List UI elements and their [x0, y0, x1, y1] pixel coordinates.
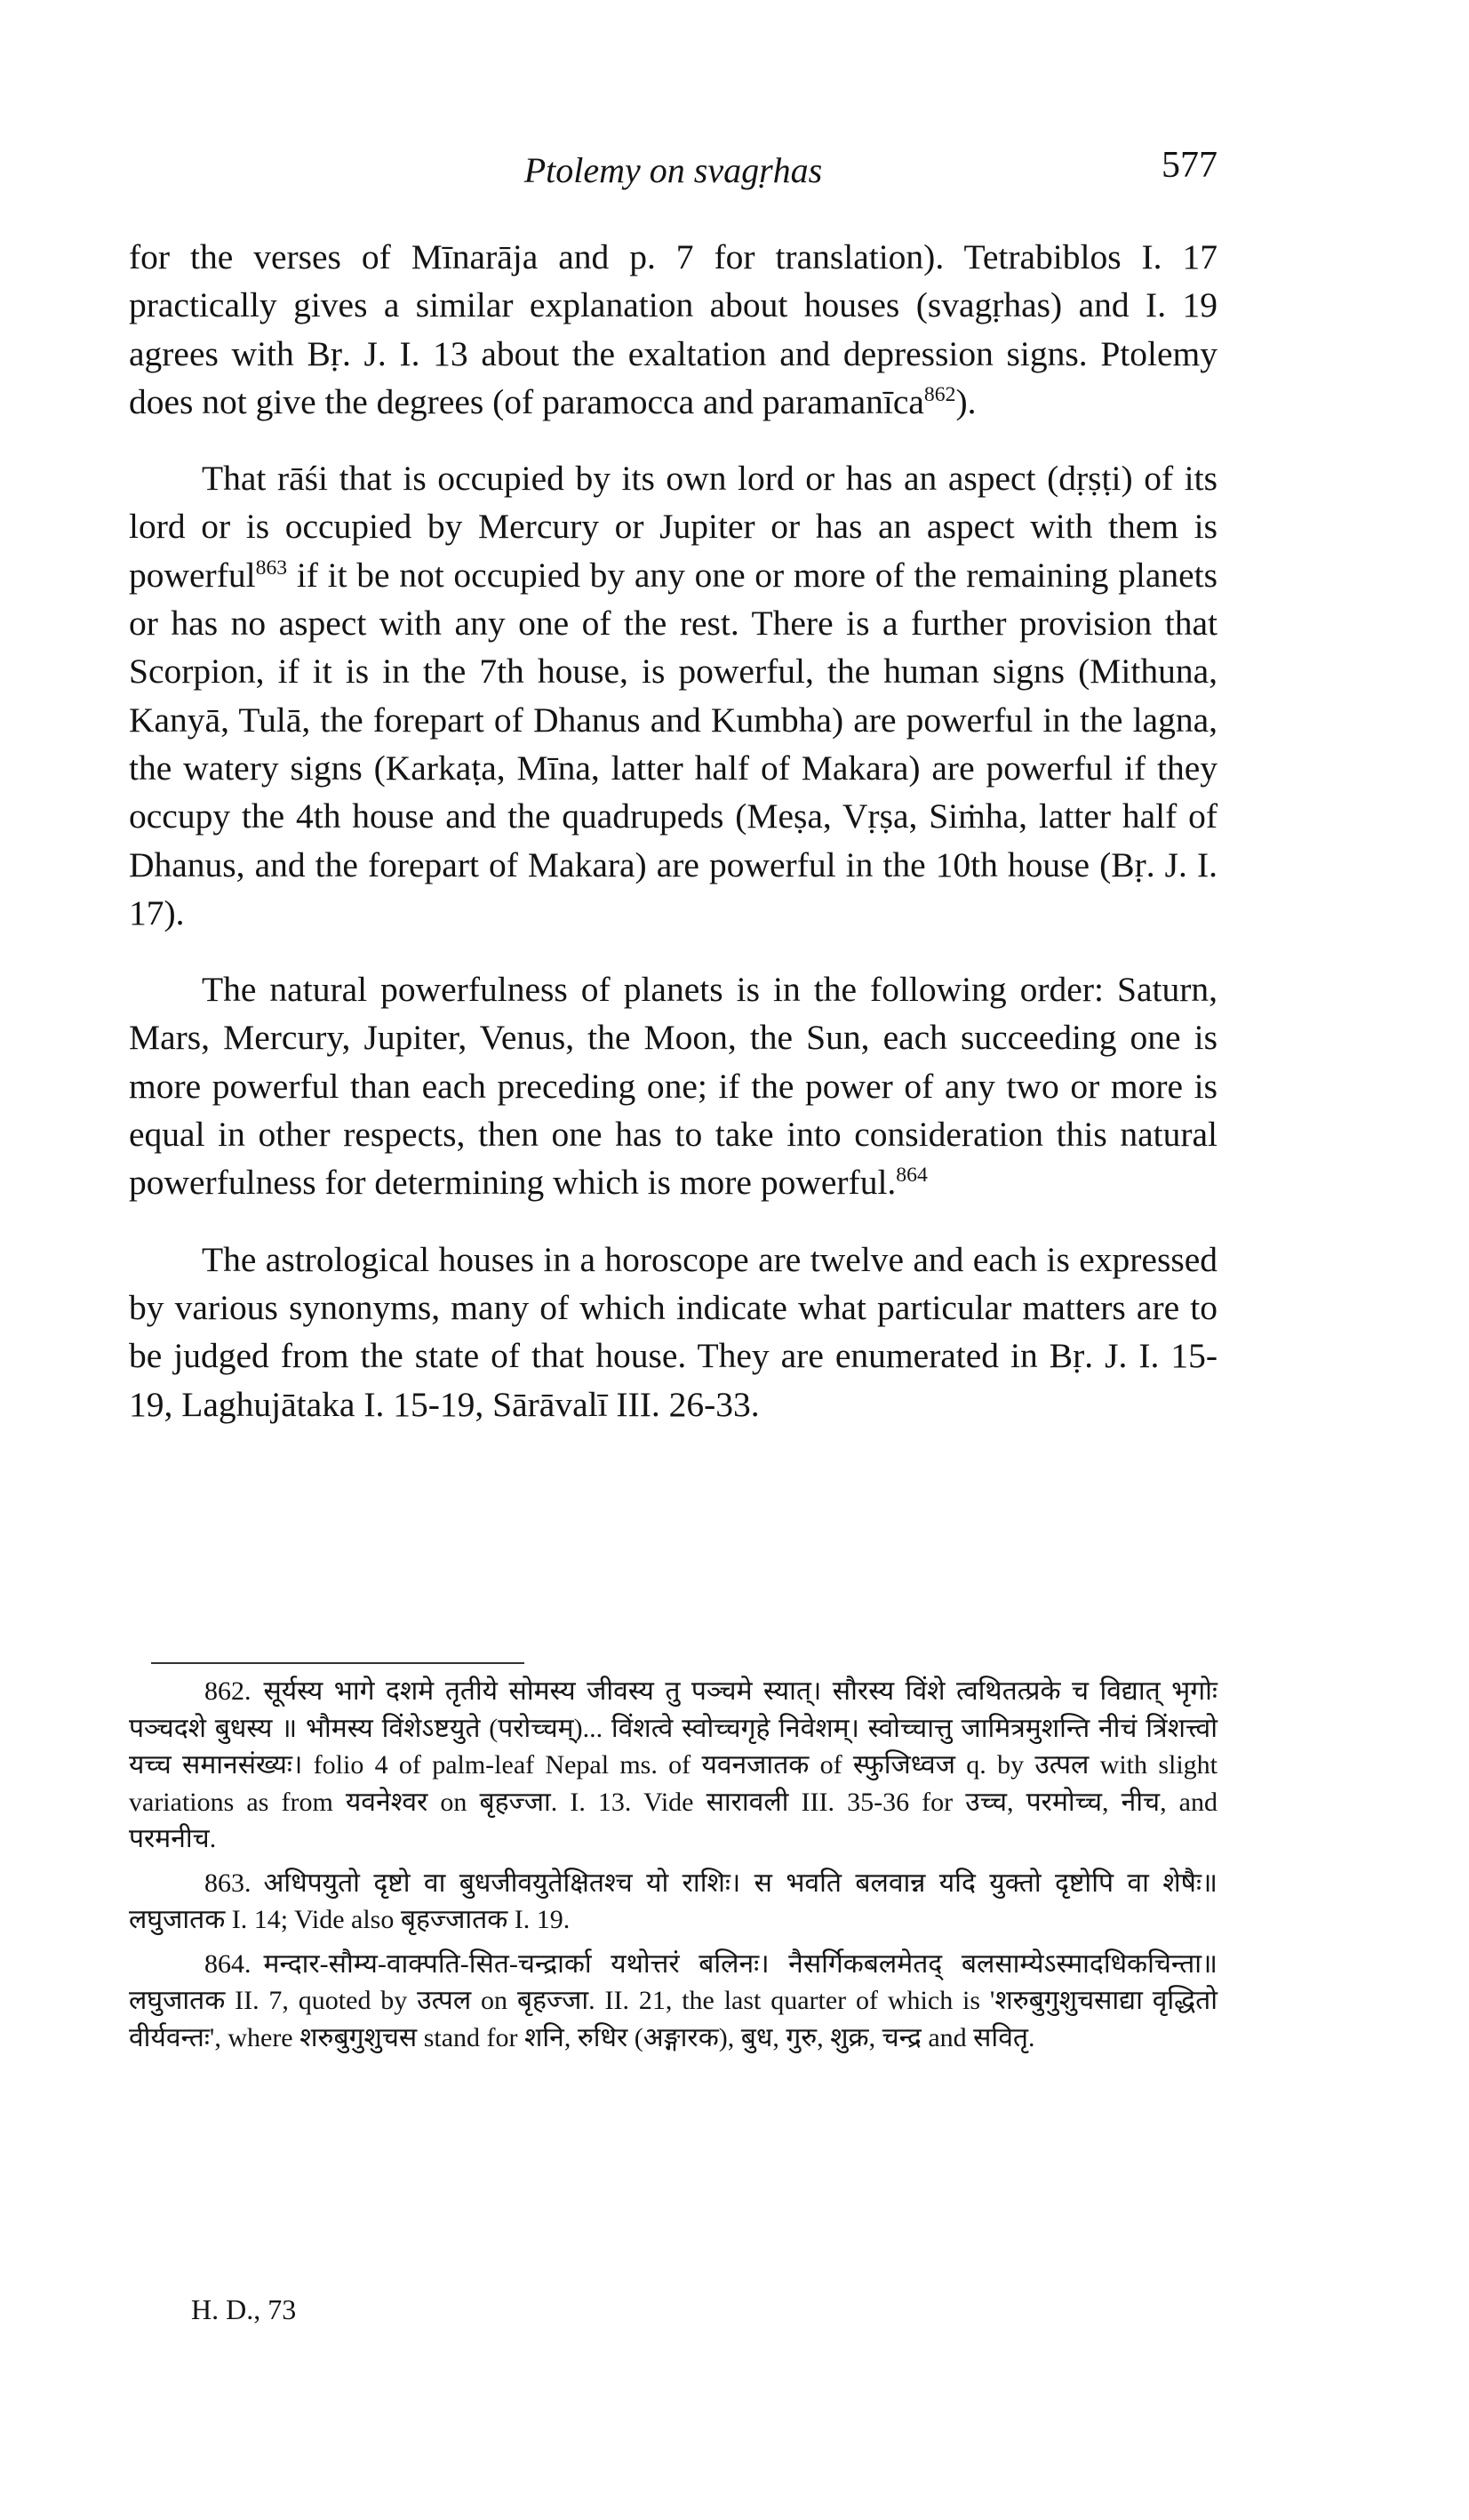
body-text [129, 233, 1218, 1428]
footnote-number: 862. [204, 1676, 251, 1706]
footnote-863 [129, 1865, 1218, 1939]
paragraph-2-tail: if it be not occupied by any one or more of the remaining planets or has no aspect with any one of the rest. There is a further provision that Scorpion, if it is in the 7th house, is powerful, the human signs (Mithuna, Kanyā, Tulā, the forepart of Dhanus and Kumbha) are powerful in the lagna, the watery signs (Karkaṭa, Mīna, latter half of Makara) are powerful if they occupy the 4th house and the quadrupeds (Meṣa, Vṛṣa, Siṁha, latter half of Dhanus, and the forepart of Makara) are powerful in the 10th house (Bṛ. J. I. 17). [129, 555, 1218, 932]
paragraph-3 [129, 965, 1218, 1206]
footnote-text: सूर्यस्य भागे दशमे तृतीये सोमस्य जीवस्य तु पञ्चमे स्यात्। सौरस्य विंशे त्वथितत्प्रके च विद्यात् भृगोः पञ्चदशे बुधस्य ॥ भौमस्य विंशेऽष्टयुते (परोच्चम्)... विंशत्वे स्वोच्चगृहे निवेशम्। स्वोच्चात्तु जामित्रमुशन्ति नीचं त्रिंशत्त्वो यच्च समानसंख्यः। folio 4 of palm-leaf Nepal ms. of यवनजातक of स्फुजिध्वज q. by उत्पल with slight variations as from यवनेश्वर on बृहज्जा. I. 13. Vide सारावली III. 35-36 for उच्च, परमोच्च, नीच, and परमनीच. [129, 1676, 1218, 1853]
paragraph-2-text: That rāśi that is occupied by its own lord or has an aspect (dṛṣṭi) of its lord or is occupied by Mercury or Jupiter or has an aspect with them is powerful [129, 459, 1218, 595]
footnote-number: 863. [204, 1868, 251, 1898]
footnote-text: अधिपयुतो दृष्टो वा बुधजीवयुतेक्षितश्च यो राशिः। स भवति बलवान्न यदि युक्तो दृष्टोपि वा शेषैः॥ लघुजातक I. 14; Vide also बृहज्जातक I. 19. [129, 1868, 1218, 1934]
paragraph-1-tail: ). [955, 381, 977, 421]
paragraph-4-text: The astrological houses in a horoscope are twelve and each is expressed by various synonyms, many of which indicate what particular matters are to be judged from the state of that house. They are enumerated in Bṛ. J. I. 15-19, Laghujātaka I. 15-19, Sārāvalī III. 26-33. [129, 1239, 1218, 1424]
signature-mark: H. D., 73 [191, 2293, 297, 2325]
page-number: 577 [1162, 145, 1218, 186]
footnote-ref-864: 864 [896, 1164, 928, 1188]
footnote-number: 864. [204, 1948, 251, 1979]
page-header [129, 145, 1218, 194]
paragraph-1 [129, 233, 1218, 426]
paragraph-2 [129, 454, 1218, 937]
footnote-text: मन्दार-सौम्य-वाक्पति-सित-चन्द्रार्का यथोत्तरं बलिनः। नैसर्गिकबलमेतद् बलसाम्येऽस्मादधिकचिन्ता॥ लघुजातक II. 7, quoted by उत्पल on बृहज्जा. II. 21, the last quarter of which is 'शरुबुगुशुचसाद्या वृद्धितो वीर्यवन्तः', where शरुबुगुशुचस stand for शनि, रुधिर (अङ्गारक), बुध, गुरु, शुक्र, चन्द्र and सवितृ. [129, 1948, 1218, 2052]
paragraph-3-text: The natural powerfulness of planets is in the following order: Saturn, Mars, Mercury, Jupiter, Venus, the Moon, the Sun, each succeeding one is more powerful than each preceding one; if the power of any two or more is equal in other respects, then one has to take into consideration this natural powerfulness for determining which is more powerful. [129, 970, 1218, 1203]
footnote-862 [129, 1673, 1218, 1858]
footnotes [129, 1673, 1218, 2056]
paragraph-1-text: for the verses of Mīnarāja and p. 7 for translation). Tetrabiblos I. 17 practically gives a similar explanation about houses (svagṛhas) and I. 19 agrees with Bṛ. J. I. 13 about the exaltation and depression signs. Ptolemy does not give the degrees (of paramocca and paramanīca [129, 237, 1218, 421]
footnote-ref-863: 863 [255, 556, 288, 580]
paragraph-4 [129, 1236, 1218, 1428]
running-title: Ptolemy on svagṛhas [523, 150, 823, 190]
footnote-864 [129, 1946, 1218, 2057]
footnote-divider [151, 1662, 524, 1664]
footnote-ref-862: 862 [923, 382, 956, 406]
